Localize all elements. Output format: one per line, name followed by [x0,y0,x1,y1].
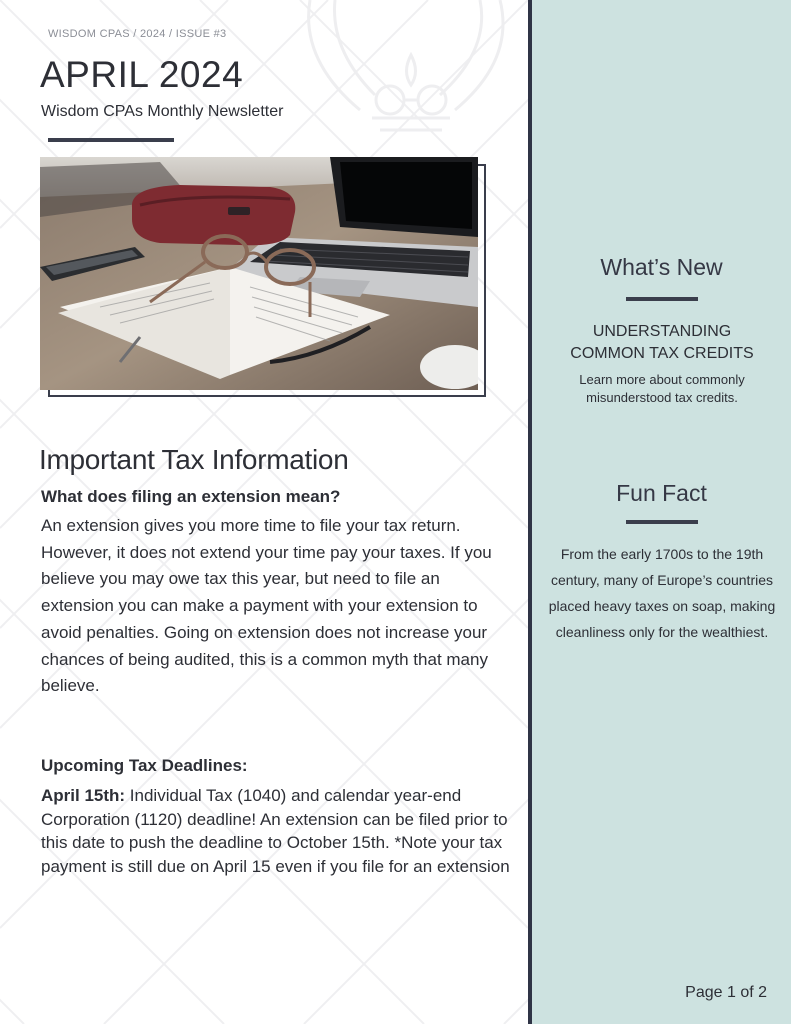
page-number: Page 1 of 2 [685,984,767,1001]
section-title: Important Tax Information [39,444,349,475]
deadline-text: Individual Tax (1040) and calendar year-end Corporation (1120) deadline! An extension can be filed prior to this date to push the deadline to October 15th. *Note your tax payment is still due on April 15 even if you file for an extension [41,786,510,876]
deadline-paragraph [41,784,511,878]
deadlines-heading: Upcoming Tax Deadlines: [41,756,248,775]
sidebar [532,0,791,1024]
fun-fact-rule [626,520,698,524]
issue-line: WISDOM CPAS / 2024 / ISSUE #3 [48,28,227,40]
fun-fact-text: From the early 1700s to the 19th century, many of Europe’s countries placed heavy taxes on soap, making cleanliness only for the wealthiest. [548,546,776,640]
title-underline [48,138,174,142]
article-title: UNDERSTANDING COMMON TAX CREDITS [570,323,754,362]
question-heading: What does filing an extension mean? [41,487,341,506]
page-title: APRIL 2024 [40,54,244,95]
article-description: Learn more about commonly misunderstood tax credits. [579,372,745,405]
extension-paragraph: An extension gives you more time to file your tax return. However, it does not extend your time pay your taxes. If you believe you may owe tax this year, but need to file an extension you can make a payment with your extension to avoid penalties. Going on extension does not increase your chances of being audited, this is a common myth that many believe. [41,516,492,696]
desk-photo [40,157,478,390]
page-subtitle: Wisdom CPAs Monthly Newsletter [41,103,284,120]
deadline-date-label: April 15th: [41,786,126,805]
fun-fact-heading: Fun Fact [616,480,707,506]
whats-new-heading: What’s New [600,254,723,280]
whats-new-rule [626,297,698,301]
desk-illustration [40,157,478,390]
